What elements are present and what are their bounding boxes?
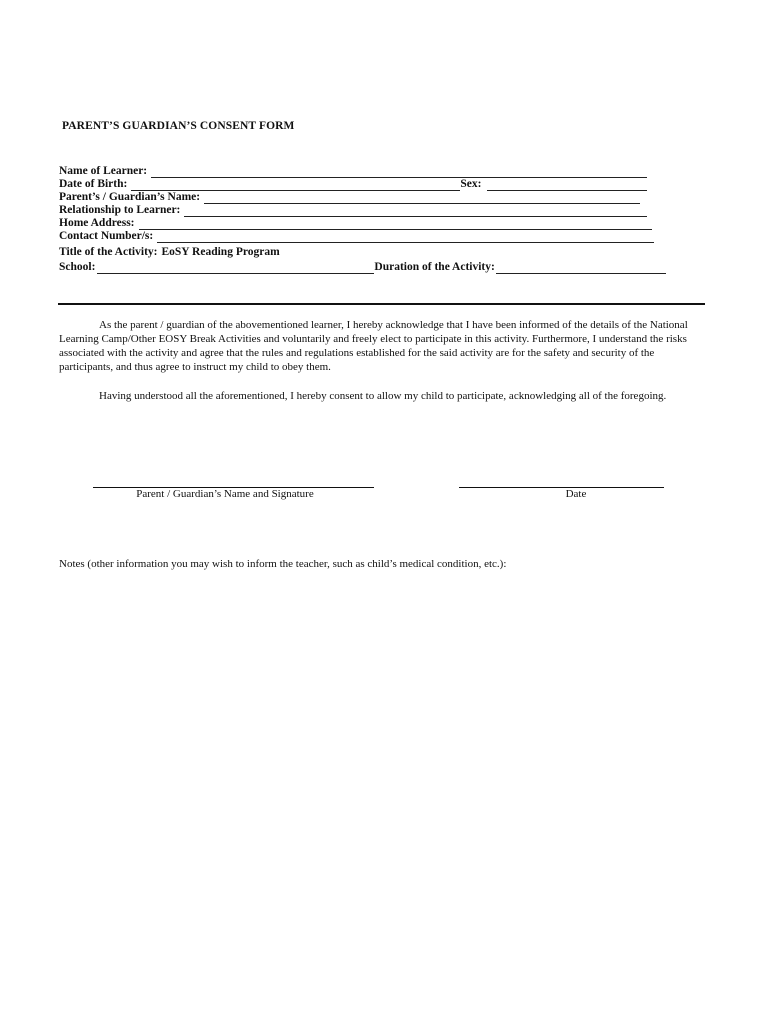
section-divider <box>58 303 705 305</box>
date-of-birth-label: Date of Birth: <box>59 178 128 190</box>
guardian-name-row <box>59 191 640 204</box>
school-label: School: <box>59 261 96 273</box>
date-label: Date <box>565 488 587 500</box>
guardian-name-label: Parent’s / Guardian’s Name: <box>59 191 201 203</box>
home-address-input[interactable] <box>139 219 652 230</box>
activity-title-row <box>59 246 280 259</box>
guardian-name-input[interactable] <box>204 193 640 204</box>
consent-paragraph <box>59 389 705 403</box>
name-of-learner-input[interactable] <box>151 167 647 178</box>
school-row <box>59 261 666 274</box>
relationship-input[interactable] <box>184 206 647 217</box>
acknowledgement-text: As the parent / guardian of the abovementioned learner, I hereby acknowledge that I have been informed of the details of the National Learning Camp/Other EOSY Break Activities and voluntarily and freely elect to participate in this activity. Furthermore, I understand the risks associated with the activity and agree that the rules and regulations established for the said activity are for the safety and security of the participants, and thus agree to instruct my child to obey them. <box>59 319 688 373</box>
form-title: PARENT’S GUARDIAN’S CONSENT FORM <box>62 120 295 132</box>
notes-label: Notes (other information you may wish to inform the teacher, such as child’s medical condition, etc.): <box>59 558 507 570</box>
date-of-birth-input[interactable] <box>131 180 460 191</box>
sex-input[interactable] <box>487 180 647 191</box>
date-of-birth-row <box>59 178 647 191</box>
name-of-learner-row <box>59 165 647 178</box>
contact-number-label: Contact Number/s: <box>59 230 154 242</box>
sex-label: Sex: <box>460 178 482 190</box>
home-address-label: Home Address: <box>59 217 135 229</box>
consent-text: Having understood all the aforementioned, I hereby consent to allow my child to participate, acknowledging all of the foregoing. <box>99 390 667 402</box>
home-address-row <box>59 217 652 230</box>
duration-input[interactable] <box>496 263 666 274</box>
acknowledgement-paragraph <box>59 318 705 374</box>
activity-title-value: EoSY Reading Program <box>161 246 280 258</box>
activity-title-label: Title of the Activity: <box>59 246 158 258</box>
contact-number-input[interactable] <box>157 232 654 243</box>
relationship-label: Relationship to Learner: <box>59 204 181 216</box>
duration-label: Duration of the Activity: <box>374 261 495 273</box>
school-input[interactable] <box>97 263 374 274</box>
name-of-learner-label: Name of Learner: <box>59 165 148 177</box>
signature-label: Parent / Guardian’s Name and Signature <box>136 488 314 500</box>
contact-number-row <box>59 230 654 243</box>
relationship-row <box>59 204 647 217</box>
